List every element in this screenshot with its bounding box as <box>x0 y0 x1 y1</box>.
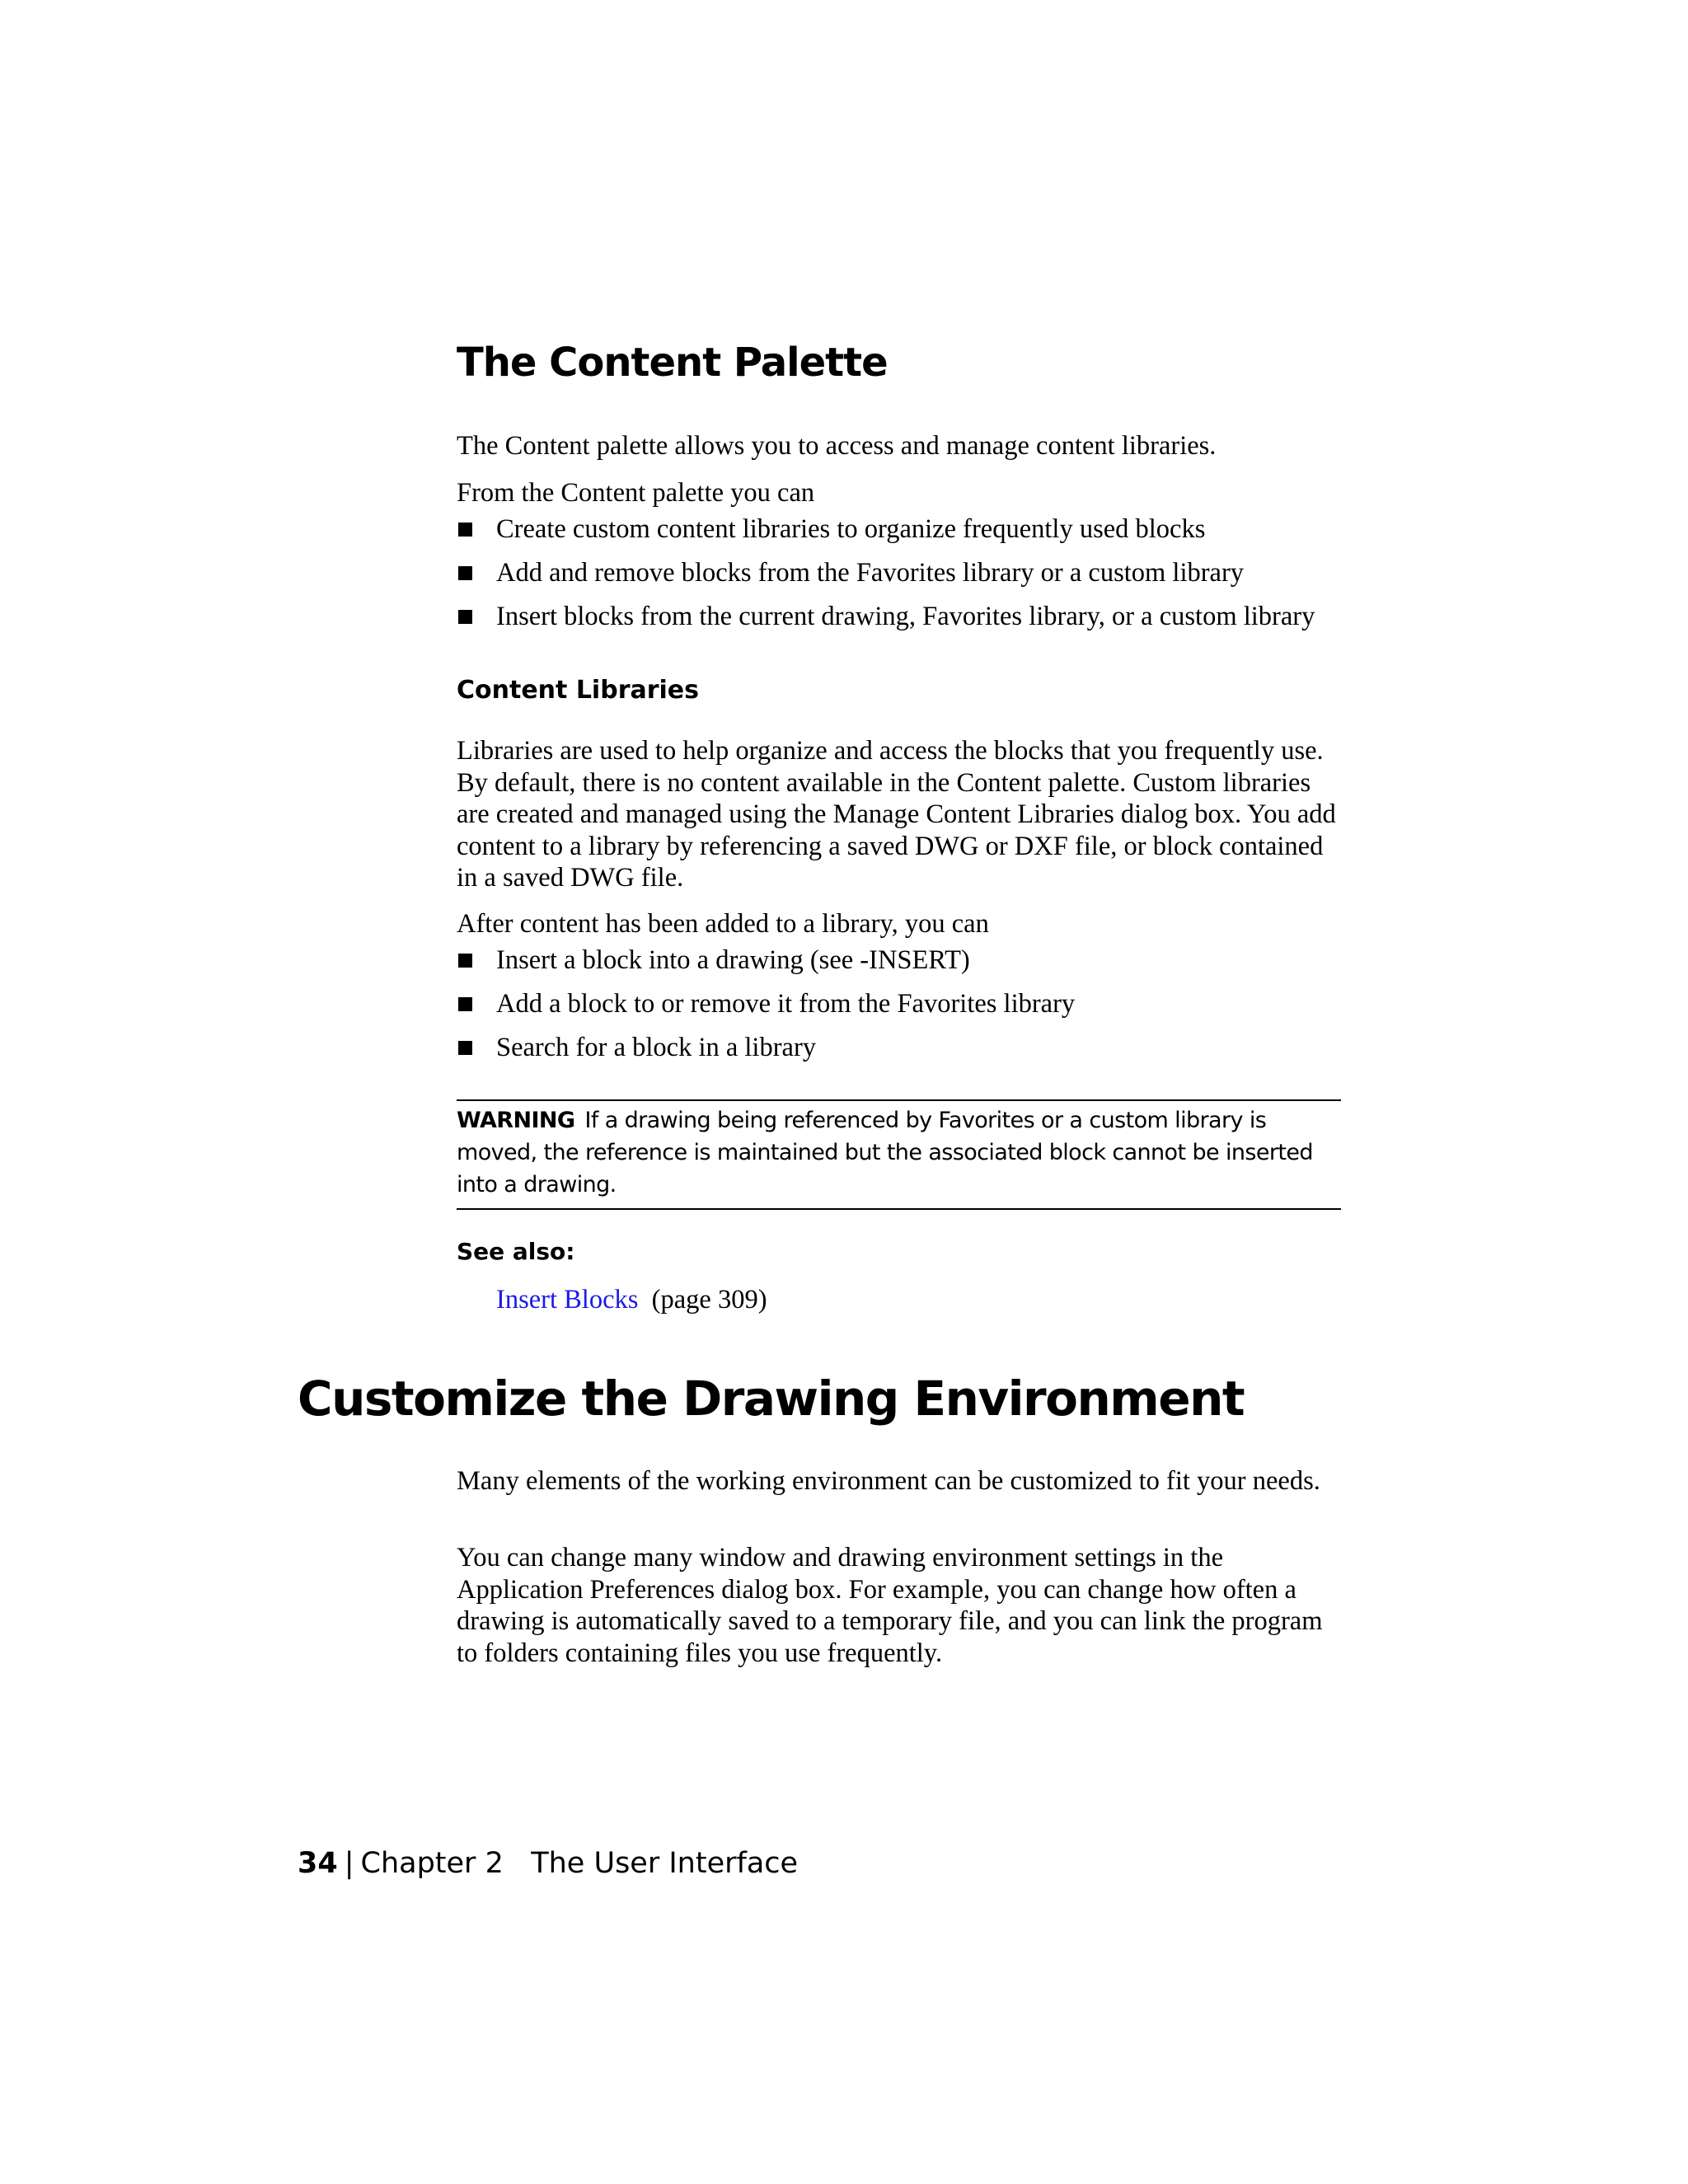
libraries-paragraph: Libraries are used to help organize and access the blocks that you frequently use. By default, there is no content available in the Content palette. Custom libraries are created and managed using the Manage Content Libraries dialog box. You add content to a library by referencing a saved DWG or DXF file, or block contained in a saved DWG file. <box>457 736 1336 893</box>
warning-note <box>457 1104 1347 1201</box>
libraries-bullet-list <box>457 944 1363 1076</box>
intro-paragraph: The Content palette allows you to access and manage content libraries. <box>457 431 1217 461</box>
content-palette-lead: From the Content palette you can <box>457 478 815 508</box>
list-item-text: Insert a block into a drawing (see -INSERT) <box>496 945 970 975</box>
list-item-text: Search for a block in a library <box>496 1033 817 1062</box>
section-heading-customize-environment: Customize the Drawing Environment <box>298 1371 1245 1427</box>
customize-paragraph-1: Many elements of the working environment can be customized to fit your needs. <box>457 1466 1320 1496</box>
list-item <box>457 557 1363 601</box>
page-reference: (page 309) <box>651 1285 767 1315</box>
section-heading-content-palette: The Content Palette <box>457 340 888 386</box>
insert-blocks-link[interactable]: Insert Blocks <box>496 1285 639 1315</box>
list-item-text: Add and remove blocks from the Favorites library or a custom library <box>496 558 1245 588</box>
customize-paragraph-2: You can change many window and drawing environment settings in the Application Preferences dialog box. For example, you can change how often a drawing is automatically saved to a temporary file, and you can link the program to folders containing files you use frequently. <box>457 1543 1323 1668</box>
see-also-entry <box>496 1284 767 1315</box>
footer-chapter-title: The User Interface <box>531 1847 799 1880</box>
list-item <box>457 944 1363 988</box>
square-bullet-icon <box>458 523 472 537</box>
list-item-text: Add a block to or remove it from the Favorites library <box>496 989 1076 1019</box>
list-item-text: Insert blocks from the current drawing, Favorites library, or a custom library <box>496 602 1315 631</box>
list-item <box>457 988 1363 1032</box>
square-bullet-icon <box>458 997 472 1011</box>
footer-chapter: Chapter 2 <box>360 1847 504 1880</box>
list-item <box>457 513 1363 557</box>
list-item-text: Create custom content libraries to organize frequently used blocks <box>496 514 1206 544</box>
square-bullet-icon <box>458 566 472 580</box>
warning-top-rule <box>457 1099 1341 1101</box>
warning-text: If a drawing being referenced by Favorites or a custom library is moved, the reference is maintained but the associated block cannot be inserted into a drawing. <box>457 1108 1313 1197</box>
square-bullet-icon <box>458 954 472 968</box>
see-also-label: See also: <box>457 1238 575 1265</box>
warning-bottom-rule <box>457 1208 1341 1210</box>
warning-label: WARNING <box>457 1108 575 1133</box>
list-item <box>457 1032 1363 1076</box>
subsection-heading-content-libraries: Content Libraries <box>457 676 700 705</box>
libraries-lead: After content has been added to a library, you can <box>457 909 989 939</box>
content-palette-bullet-list <box>457 513 1363 644</box>
square-bullet-icon <box>458 1041 472 1055</box>
page-footer <box>298 1846 798 1881</box>
square-bullet-icon <box>458 610 472 624</box>
list-item <box>457 601 1363 644</box>
page-number: 34 <box>298 1847 338 1880</box>
footer-separator: | <box>344 1847 354 1880</box>
